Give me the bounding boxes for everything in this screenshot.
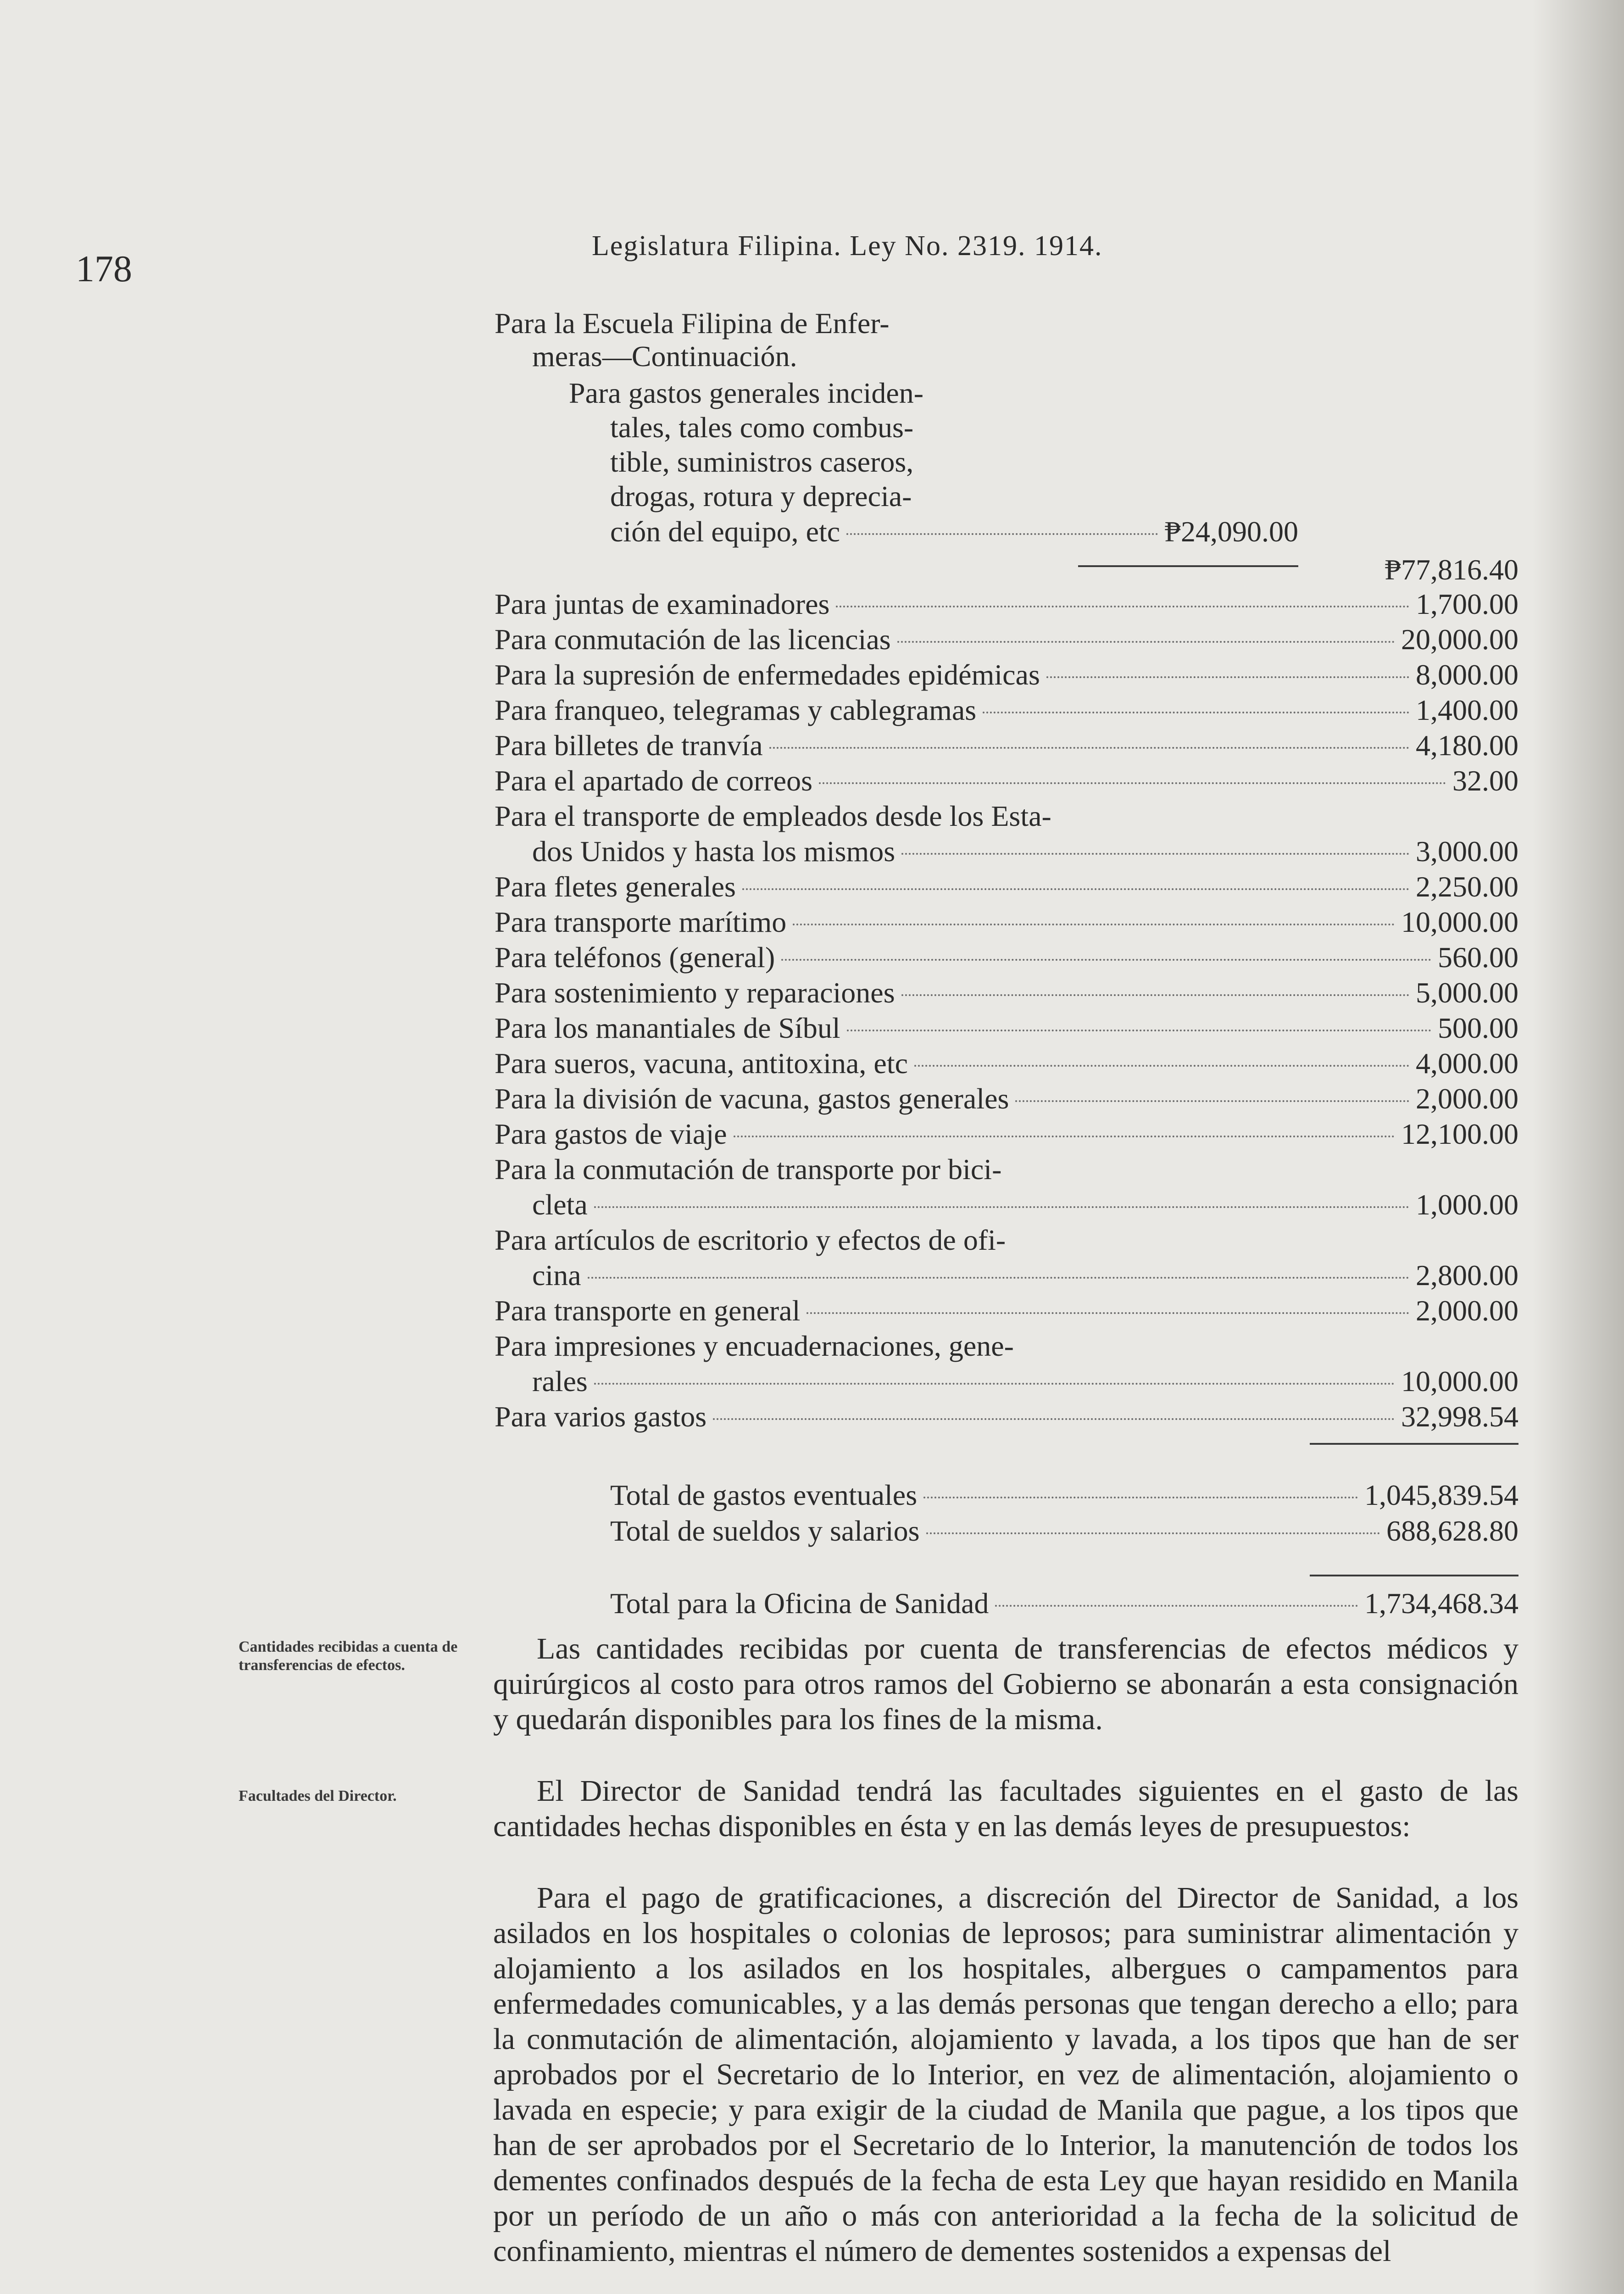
- budget-item-amount: 10,000.00: [1401, 906, 1518, 938]
- dot-leader: [926, 1532, 1380, 1534]
- total-oficina-amount: 1,734,468.34: [1364, 1587, 1518, 1620]
- budget-item-label: Para franqueo, telegramas y cablegramas: [495, 694, 977, 726]
- total-oficina-label: Total para la Oficina de Sanidad: [610, 1587, 989, 1620]
- total-oficina-row: [610, 1587, 1518, 1620]
- continuation-line-5: tible, suministros caseros,: [610, 445, 914, 478]
- paragraph-gratificaciones: [493, 1880, 1518, 2269]
- budget-item-label: Para fletes generales: [495, 870, 736, 903]
- budget-item-amount: 4,180.00: [1416, 729, 1518, 762]
- budget-item-label: cina: [532, 1259, 581, 1292]
- budget-item-row: [495, 976, 1518, 1010]
- budget-item-row: [532, 1188, 1518, 1222]
- paragraph-gratificaciones-text: Para el pago de gratificaciones, a discreción del Director de Sanidad, a los asilados en los hospitales o colonias de leprosos; para suministrar alimentación y alojamiento a los asilados en los hospitales, albergues o campamentos para enfermedades comunicables, y a las demás personas que tengan derecho a ello; para la conmutación de alimentación, alojamiento y lavada, a los tipos que han de ser aprobados por el Secretario de lo Interior, en vez de alimentación, alojamiento o lavada en especie; y para exigir de la ciudad de Manila que pague, a los tipos que han de ser aprobados por el Secretario de lo Interior, la manutención de todos los dementes confinados después de la fecha de esta Ley que hayan residido en Manila por un período de un año o más con anterioridad a la fecha de la solicitud de confinamiento, mientras el número de dementes sostenidos a expensas del: [493, 1881, 1518, 2268]
- margin-note-facultades: Facultades del Director.: [239, 1787, 397, 1804]
- item-label-line-1: Para el transporte de empleados desde los Esta-: [495, 800, 1051, 832]
- budget-item-label: Para juntas de examinadores: [495, 588, 830, 620]
- dot-leader: [901, 994, 1409, 996]
- item-label-line-1: Para la conmutación de transporte por bici-: [495, 1153, 1002, 1186]
- budget-item-row: [495, 1047, 1518, 1080]
- budget-item-label: dos Unidos y hasta los mismos: [532, 835, 895, 868]
- dot-leader: [588, 1277, 1409, 1279]
- budget-item-label: Para la división de vacuna, gastos generales: [495, 1082, 1009, 1115]
- budget-item-row: [495, 587, 1518, 621]
- budget-item-amount: 4,000.00: [1416, 1047, 1518, 1080]
- budget-item-amount: 2,250.00: [1416, 870, 1518, 903]
- dot-leader: [819, 782, 1446, 784]
- budget-item-label: Para teléfonos (general): [495, 941, 775, 974]
- paragraph-transferencias: [493, 1631, 1518, 1737]
- budget-item-amount: 2,000.00: [1416, 1294, 1518, 1327]
- continuation-line-7: [610, 515, 1298, 549]
- dot-leader: [742, 888, 1409, 890]
- totals-rule-1: [1310, 1443, 1518, 1445]
- dot-leader: [594, 1383, 1395, 1385]
- budget-item-label: Para el apartado de correos: [495, 764, 812, 797]
- total-eventuales-amount: 1,045,839.54: [1364, 1479, 1518, 1511]
- budget-item-row: [495, 1400, 1518, 1434]
- totals-rule-2: [1310, 1575, 1518, 1576]
- paragraph-facultades-text: El Director de Sanidad tendrá las facultades siguientes en el gasto de las cantidades hechas disponibles en ésta y en las demás leyes de presupuestos:: [493, 1774, 1518, 1843]
- continuation-line-4: tales, tales como combus-: [610, 411, 914, 444]
- budget-item-amount: 12,100.00: [1401, 1118, 1518, 1150]
- dot-leader: [594, 1206, 1409, 1208]
- budget-item-amount: 8,000.00: [1416, 658, 1518, 691]
- budget-item-row: [495, 1011, 1518, 1045]
- budget-item-amount: 3,000.00: [1416, 835, 1518, 868]
- dot-leader: [1015, 1100, 1409, 1102]
- budget-item-label: Para transporte en general: [495, 1294, 801, 1327]
- budget-item-row: [495, 729, 1518, 763]
- dot-leader: [983, 712, 1409, 713]
- continuation-line-7-label: ción del equipo, etc: [610, 515, 840, 548]
- dot-leader: [914, 1065, 1409, 1067]
- budget-item-row: [532, 835, 1518, 869]
- budget-item-amount: 2,000.00: [1416, 1082, 1518, 1115]
- budget-item-amount: 560.00: [1438, 941, 1518, 974]
- subtotal-rule: [1078, 565, 1298, 567]
- dot-leader: [897, 641, 1395, 643]
- budget-item-row: [495, 693, 1518, 727]
- item-label-line-1: Para impresiones y encuadernaciones, gene-: [495, 1330, 1014, 1362]
- budget-item-row: [532, 1258, 1518, 1292]
- budget-item-row: [495, 658, 1518, 692]
- dot-leader: [901, 853, 1409, 855]
- dot-leader: [793, 924, 1395, 925]
- budget-item-label: Para la supresión de enfermedades epidémicas: [495, 658, 1040, 691]
- budget-item-row: [495, 1294, 1518, 1328]
- budget-item-row: [532, 1364, 1518, 1398]
- paragraph-facultades: [493, 1773, 1518, 1844]
- dot-leader: [836, 606, 1409, 607]
- continuation-line-1: Para la Escuela Filipina de Enfer-: [495, 307, 890, 340]
- budget-item-label: Para billetes de tranvía: [495, 729, 763, 762]
- page-edge-shadow: [1532, 0, 1624, 2294]
- dot-leader: [769, 747, 1409, 749]
- budget-item-label: Para sueros, vacuna, antitoxina, etc: [495, 1047, 908, 1080]
- page-number: 178: [76, 248, 132, 290]
- budget-item-row: [495, 1082, 1518, 1116]
- budget-item-amount: 500.00: [1438, 1012, 1518, 1044]
- dot-leader: [846, 533, 1158, 535]
- budget-item-amount: 32.00: [1452, 764, 1518, 797]
- dot-leader: [995, 1605, 1358, 1607]
- dot-leader: [734, 1136, 1395, 1137]
- budget-item-row: [495, 1117, 1518, 1151]
- budget-item-label: Para transporte marítimo: [495, 906, 787, 938]
- budget-item-amount: 10,000.00: [1401, 1365, 1518, 1398]
- inner-amount: ₱24,090.00: [1164, 515, 1298, 548]
- budget-item-amount: 32,998.54: [1401, 1400, 1518, 1433]
- budget-item-row: [495, 764, 1518, 798]
- budget-item-amount: 20,000.00: [1401, 623, 1518, 656]
- dot-leader: [923, 1497, 1358, 1498]
- budget-item-label: Para los manantiales de Síbul: [495, 1012, 840, 1044]
- continuation-line-3: Para gastos generales inciden-: [569, 377, 924, 409]
- item-label-line-1: Para artículos de escritorio y efectos de ofi-: [495, 1224, 1006, 1256]
- dot-leader: [713, 1418, 1395, 1420]
- budget-item-label: Para gastos de viaje: [495, 1118, 727, 1150]
- budget-item-amount: 1,000.00: [1416, 1188, 1518, 1221]
- dot-leader: [1046, 676, 1409, 678]
- budget-item-amount: 2,800.00: [1416, 1259, 1518, 1292]
- paragraph-transferencias-text: Las cantidades recibidas por cuenta de transferencias de efectos médicos y quirúrgicos al costo para otros ramos del Gobierno se abonarán a esta consignación y quedarán disponibles para los fines de la misma.: [493, 1632, 1518, 1736]
- total-sueldos-label: Total de sueldos y salarios: [610, 1514, 920, 1547]
- budget-item-label: Para varios gastos: [495, 1400, 707, 1433]
- budget-item-row: [495, 941, 1518, 974]
- budget-item-amount: 1,400.00: [1416, 694, 1518, 726]
- continuation-line-6: drogas, rotura y deprecia-: [610, 480, 912, 512]
- budget-item-row: [495, 870, 1518, 904]
- budget-item-amount: 5,000.00: [1416, 976, 1518, 1009]
- budget-item-label: Para conmutación de las licencias: [495, 623, 891, 656]
- dot-leader: [847, 1030, 1431, 1031]
- budget-item-row: [495, 905, 1518, 939]
- continuation-line-2: meras—Continuación.: [532, 340, 797, 373]
- budget-item-amount: 1,700.00: [1416, 588, 1518, 620]
- dot-leader: [806, 1312, 1409, 1314]
- dot-leader: [781, 959, 1431, 961]
- running-head: Legislatura Filipina. Ley No. 2319. 1914.: [592, 230, 1103, 262]
- margin-note-transferencias: Cantidades recibidas a cuenta de transferencias de efectos.: [239, 1638, 458, 1674]
- budget-item-label: Para sostenimiento y reparaciones: [495, 976, 895, 1009]
- total-eventuales-label: Total de gastos eventuales: [610, 1479, 918, 1511]
- budget-item-label: cleta: [532, 1188, 588, 1221]
- budget-item-label: rales: [532, 1365, 588, 1398]
- budget-item-row: [495, 623, 1518, 657]
- total-sueldos-row: [610, 1514, 1518, 1548]
- total-eventuales-row: [610, 1478, 1518, 1512]
- total-sueldos-amount: 688,628.80: [1386, 1514, 1518, 1547]
- subtotal-amount: ₱77,816.40: [1385, 553, 1518, 586]
